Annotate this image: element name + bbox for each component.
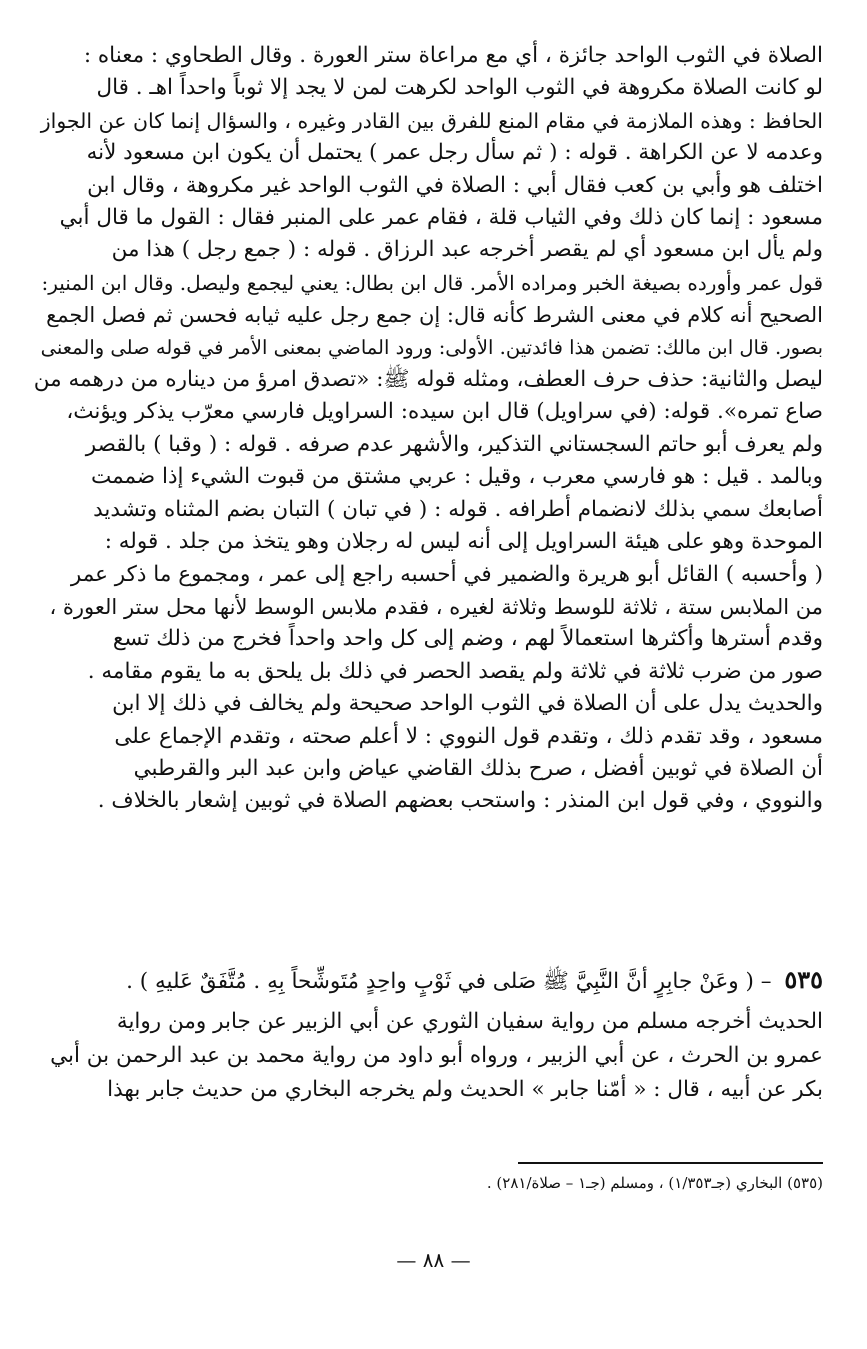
text-line: قول عمر وأورده بصيغة الخبر ومراده الأمر. قال ابن بطال: يعني ليجمع وليصل. وقال ابن المنير:	[41, 270, 823, 295]
text-line: وقدم أسترها وأكثرها استعمالاً لهم ، وضم إلى كل واحد واحداً فخرج من ذلك تسع	[112, 626, 823, 652]
text-line: وعدمه لا عن الكراهة . قوله : ( ثم سأل رجل عمر ) يحتمل أن يكون ابن مسعود لأنه	[86, 140, 823, 166]
footnote: (٥٣٥) البخاري (جـ١/٣٥٣) ، ومسلم (جـ١ – صلاة/٢٨١) .	[486, 1174, 823, 1192]
text-line: اختلف هو وأبي بن كعب فقال أبي : الصلاة في الثوب الواحد غير مكروهة ، وقال ابن	[87, 172, 823, 198]
page-number: — ٨٨ —	[396, 1248, 471, 1272]
text-line: أن الصلاة في ثوبين أفضل ، صرح بذلك القاضي عياض وابن عبد البر والقرطبي	[133, 755, 823, 781]
text-line: والحديث يدل على أن الصلاة في الثوب الواحد صحيحة ولم يخالف في ذلك إلا ابن	[112, 691, 823, 717]
text-line: مسعود : إنما كان ذلك وفي الثياب قلة ، فقام عمر على المنبر فقال : القول ما قال أبي	[59, 205, 823, 231]
text-line: صور من ضرب ثلاثة في ثلاثة ولم يقصد الحصر في ذلك بل يلحق به ما يقوم مقامه .	[87, 658, 823, 684]
hadith-number: ٥٣٥	[784, 965, 823, 994]
text-line: الصحيح أنه كلام في معنى الشرط كأنه قال: إن جمع رجل عليه ثيابه فحسن ثم فصل الجمع	[46, 303, 823, 328]
commentary-block	[33, 1005, 823, 1107]
hadith-text: – ( وعَنْ جابِرٍ أنَّ النَّبِيَّ ﷺ صَلى في ثَوْبٍ واحِدٍ مُتَوشِّحاً بِهِ . مُتَّفَقٌ عَليهِ ) .	[126, 969, 772, 994]
main-text-block	[33, 40, 823, 818]
commentary-line: عمرو بن الحرث ، عن أبي الزبير ، ورواه أبو داود من رواية محمد بن عبد الرحمن بن أبي	[50, 1043, 823, 1068]
commentary-line: الحديث أخرجه مسلم من رواية سفيان الثوري عن أبي الزبير عن جابر ومن رواية	[116, 1009, 823, 1034]
text-line: والنووي ، وفي قول ابن المنذر : واستحب بعضهم الصلاة في ثوبين إشعار بالخلاف .	[97, 788, 823, 814]
text-line: ( وأحسبه ) القائل أبو هريرة والضمير في أحسبه راجع إلى عمر ، ومجموع ما ذكر عمر	[70, 561, 823, 587]
text-line: صاع تمره». قوله: (في سراويل) قال ابن سيده: السراويل فارسي معرّب يذكر ويؤنث،	[66, 399, 823, 425]
text-line: الموحدة وهو على هيئة السراويل إلى أنه ليس له رجلان وهو يتخذ من جلد . قوله :	[104, 529, 823, 555]
text-line: ولم يعرف أبو حاتم السجستاني التذكير، والأشهر عدم صرفه . قوله : ( وقبا ) بالقصر	[85, 431, 823, 457]
commentary-line: بكر عن أبيه ، قال : « أمّنا جابر » الحديث ولم يخرجه البخاري من حديث جابر بهذا	[107, 1077, 823, 1102]
text-line: من الملابس ستة ، ثلاثة للوسط وثلاثة لغيره ، فقدم ملابس الوسط لأنها محل ستر العورة ،	[49, 594, 823, 619]
text-line: وبالمد . قيل : هو فارسي معرب ، وقيل : عربي مشتق من قبوت الشيء إذا ضممت	[90, 464, 823, 490]
text-line: بصور. قال ابن مالك: تضمن هذا فائدتين. الأولى: ورود الماضي بمعنى الأمر في قوله صلى والمعنى	[40, 335, 823, 359]
text-line: لو كانت الصلاة مكروهة في الثوب الواحد لكرهت لمن لا يجد إلا ثوباً واحداً اهـ . قال	[96, 75, 823, 101]
text-line: أصابعك سمي بذلك لانضمام أطرافه . قوله : ( في تبان ) التبان بضم المثناه وتشديد	[93, 496, 823, 522]
text-line: الحافظ : وهذه الملازمة في مقام المنع للفرق بين القادر وغيره ، والسؤال إنما كان عن الجواز	[40, 108, 823, 133]
text-line: ولم يأل ابن مسعود أي لم يقصر أخرجه عبد الرزاق . قوله : ( جمع رجل ) هذا من	[111, 237, 823, 263]
text-line: مسعود ، وقد تقدم ذلك ، وتقدم قول النووي : لا أعلم صحته ، وتقدم الإجماع على	[114, 723, 823, 749]
footnote-divider	[518, 1162, 823, 1164]
text-line: الصلاة في الثوب الواحد جائزة ، أي مع مراعاة ستر العورة . وقال الطحاوي : معناه :	[83, 43, 823, 68]
hadith-entry	[33, 960, 823, 1002]
text-line: ليصل والثانية: حذف حرف العطف، ومثله قوله ﷺ: «تصدق امرؤ من ديناره من درهمه من	[33, 367, 823, 393]
